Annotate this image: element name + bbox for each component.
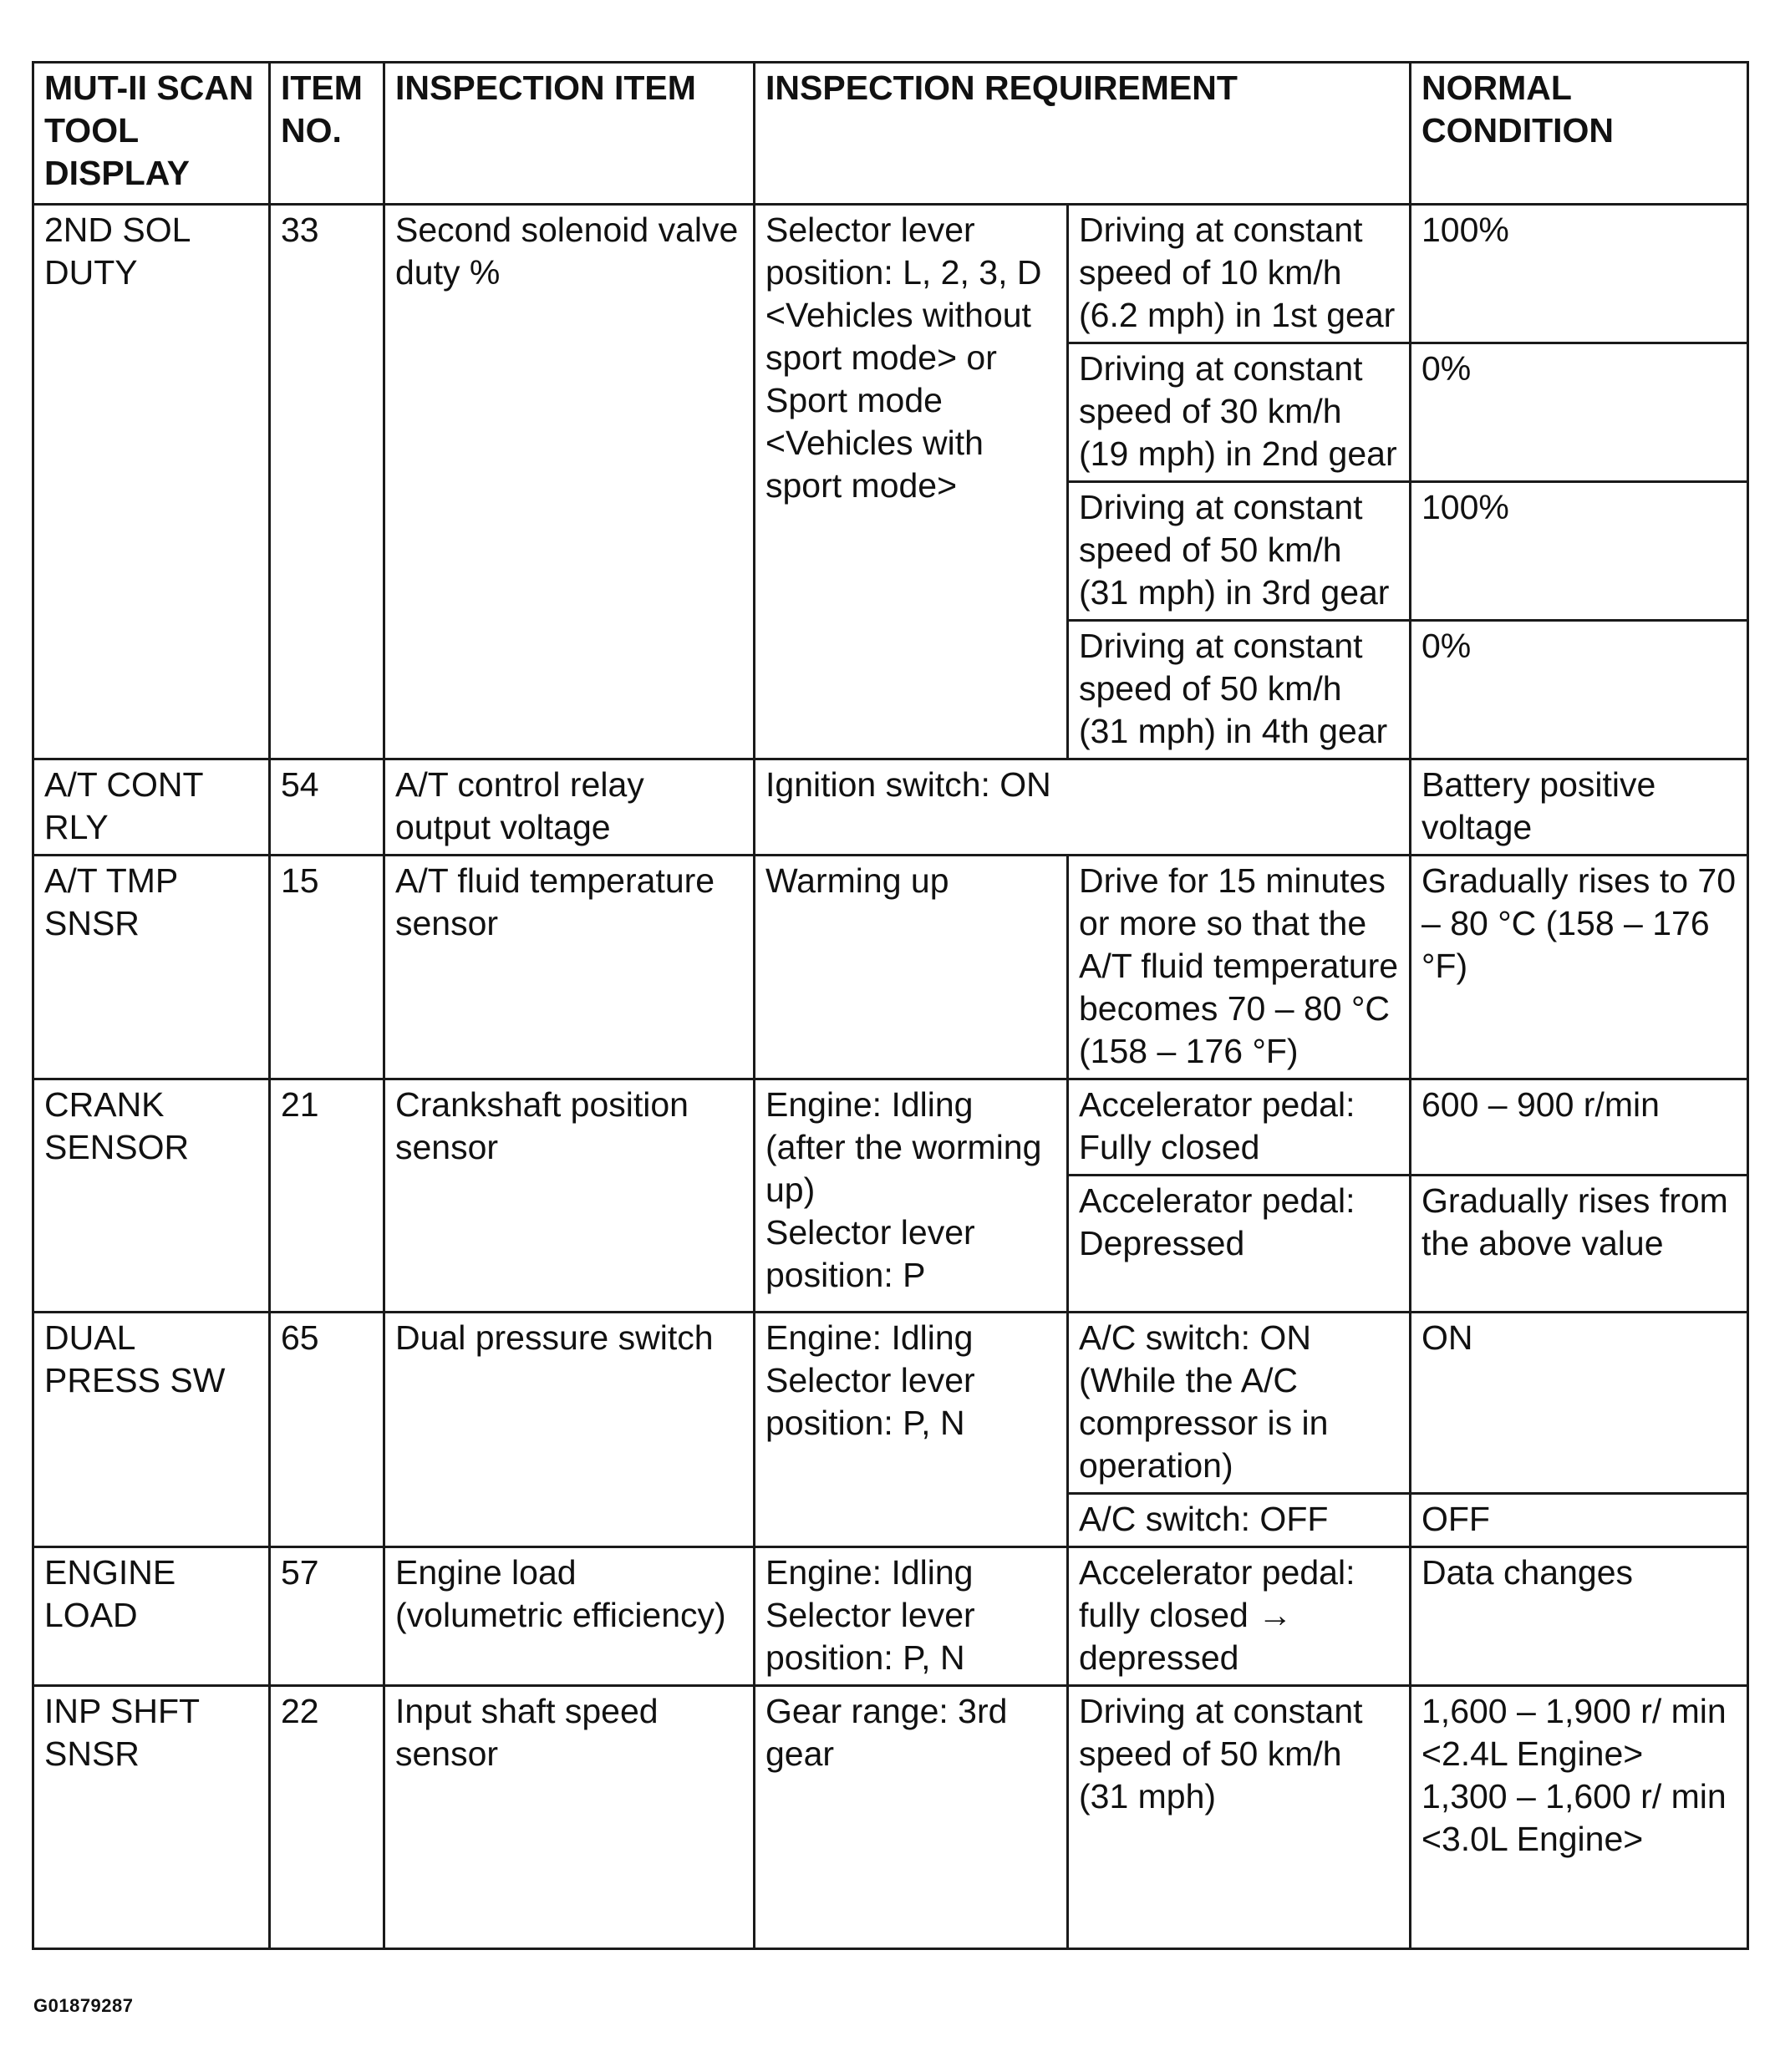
table-row: [33, 205, 1748, 343]
header-inspection-requirement: INSPECTION REQUIREMENT: [755, 63, 1411, 205]
table-row: [33, 1079, 1748, 1176]
display-cell: INP SHFT SNSR: [33, 1686, 270, 1949]
requirement-cell: Engine: Idling Selector lever position: P, N: [755, 1313, 1068, 1547]
condition-cell: A/C switch: ON (While the A/C compressor is in operation): [1068, 1313, 1411, 1494]
normal-condition-cell: 100%: [1411, 205, 1748, 343]
requirement-cell: Gear range: 3rd gear: [755, 1686, 1068, 1949]
normal-condition-cell: 600 – 900 r/min: [1411, 1079, 1748, 1176]
header-normal-condition: NORMAL CONDITION: [1411, 63, 1748, 205]
display-cell: A/T CONT RLY: [33, 759, 270, 856]
inspection-item-cell: Input shaft speed sensor: [384, 1686, 755, 1949]
inspection-item-cell: Engine load (volumetric efficiency): [384, 1547, 755, 1686]
display-cell: 2ND SOL DUTY: [33, 205, 270, 759]
item-no-cell: 22: [270, 1686, 384, 1949]
table-row: [33, 1313, 1748, 1494]
header-inspection-item: INSPECTION ITEM: [384, 63, 755, 205]
condition-cell: Accelerator pedal: fully closed → depressed: [1068, 1547, 1411, 1686]
display-cell: DUAL PRESS SW: [33, 1313, 270, 1547]
inspection-item-cell: Second solenoid valve duty %: [384, 205, 755, 759]
table-row: [33, 1686, 1748, 1949]
requirement-cell: Ignition switch: ON: [755, 759, 1411, 856]
header-scan-tool-display: MUT-II SCAN TOOL DISPLAY: [33, 63, 270, 205]
condition-cell: Driving at constant speed of 30 km/h (19 mph) in 2nd gear: [1068, 343, 1411, 482]
inspection-item-cell: Crankshaft position sensor: [384, 1079, 755, 1313]
table-row: [33, 856, 1748, 1079]
normal-condition-cell: Battery positive voltage: [1411, 759, 1748, 856]
inspection-item-cell: Dual pressure switch: [384, 1313, 755, 1547]
inspection-table-container: [32, 61, 1747, 1950]
table-row: [33, 1547, 1748, 1686]
figure-id: G01879287: [33, 1995, 134, 2016]
table-header-row: [33, 63, 1748, 205]
requirement-cell: Engine: Idling (after the worming up) Selector lever position: P: [755, 1079, 1068, 1313]
header-item-no: ITEM NO.: [270, 63, 384, 205]
normal-condition-cell: 1,600 – 1,900 r/ min <2.4L Engine> 1,300 – 1,600 r/ min <3.0L Engine>: [1411, 1686, 1748, 1949]
condition-cell: Accelerator pedal: Fully closed: [1068, 1079, 1411, 1176]
condition-cell: A/C switch: OFF: [1068, 1494, 1411, 1547]
condition-cell: Driving at constant speed of 50 km/h (31 mph) in 4th gear: [1068, 621, 1411, 759]
display-cell: CRANK SENSOR: [33, 1079, 270, 1313]
item-no-cell: 21: [270, 1079, 384, 1313]
normal-condition-cell: Gradually rises to 70 – 80 °C (158 – 176 °F): [1411, 856, 1748, 1079]
condition-cell: Drive for 15 minutes or more so that the A/T fluid temperature becomes 70 – 80 °C (158 – 176 °F): [1068, 856, 1411, 1079]
normal-condition-cell: ON: [1411, 1313, 1748, 1494]
normal-condition-cell: Gradually rises from the above value: [1411, 1176, 1748, 1313]
condition-cell: Driving at constant speed of 50 km/h (31 mph): [1068, 1686, 1411, 1949]
display-cell: A/T TMP SNSR: [33, 856, 270, 1079]
display-cell: ENGINE LOAD: [33, 1547, 270, 1686]
normal-condition-cell: Data changes: [1411, 1547, 1748, 1686]
normal-condition-cell: 100%: [1411, 482, 1748, 621]
inspection-table: [32, 61, 1749, 1950]
normal-condition-cell: 0%: [1411, 343, 1748, 482]
item-no-cell: 33: [270, 205, 384, 759]
condition-cell: Accelerator pedal: Depressed: [1068, 1176, 1411, 1313]
normal-condition-cell: OFF: [1411, 1494, 1748, 1547]
condition-cell: Driving at constant speed of 10 km/h (6.2 mph) in 1st gear: [1068, 205, 1411, 343]
normal-condition-cell: 0%: [1411, 621, 1748, 759]
item-no-cell: 15: [270, 856, 384, 1079]
item-no-cell: 54: [270, 759, 384, 856]
item-no-cell: 57: [270, 1547, 384, 1686]
requirement-cell: Warming up: [755, 856, 1068, 1079]
requirement-cell: Engine: Idling Selector lever position: P, N: [755, 1547, 1068, 1686]
inspection-item-cell: A/T fluid temperature sensor: [384, 856, 755, 1079]
inspection-item-cell: A/T control relay output voltage: [384, 759, 755, 856]
table-row: [33, 759, 1748, 856]
condition-cell: Driving at constant speed of 50 km/h (31 mph) in 3rd gear: [1068, 482, 1411, 621]
item-no-cell: 65: [270, 1313, 384, 1547]
requirement-cell: Selector lever position: L, 2, 3, D <Vehicles without sport mode> or Sport mode <Vehicles with sport mode>: [755, 205, 1068, 759]
